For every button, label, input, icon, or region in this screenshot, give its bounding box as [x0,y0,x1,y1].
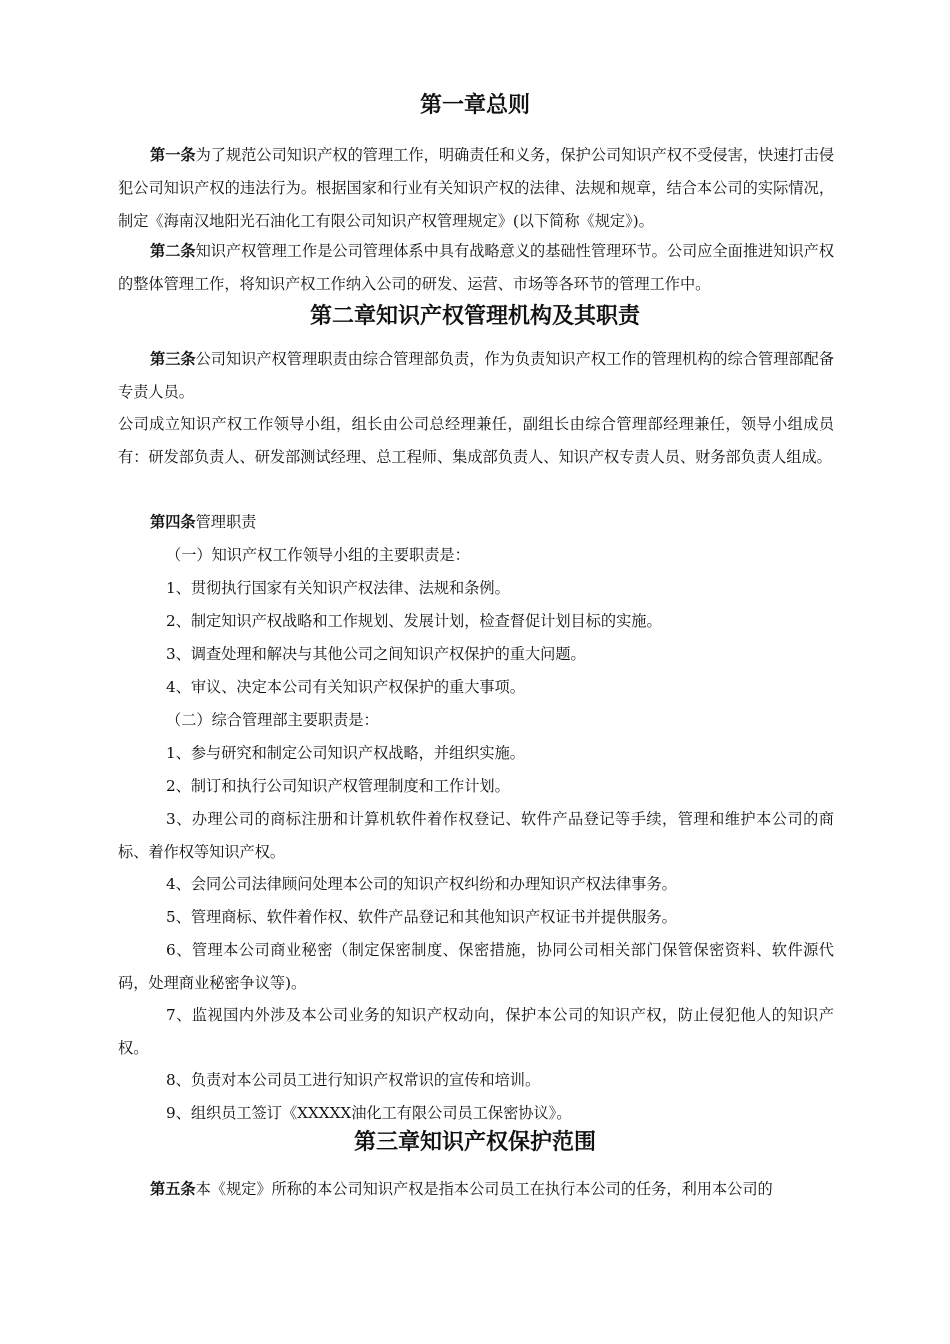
group-2-item: 5、管理商标、软件着作权、软件产品登记和其他知识产权证书并提供服务。 [166,908,677,926]
article-1 [118,139,834,238]
group-1-title: （一）知识产权工作领导小组的主要职责是： [166,546,470,564]
group-1-item: 3、调查处理和解决与其他公司之间知识产权保护的重大问题。 [166,645,586,663]
chapter-3-title: 第三章知识产权保护范围 [353,1130,596,1155]
article-2-label: 第二条 [150,242,196,260]
article-3-label: 第三条 [150,350,196,368]
article-4-text: 管理职责 [195,513,257,531]
group-2-item: 3、办理公司的商标注册和计算机软件着作权登记、软件产品登记等手续，管理和维护本公司的商标、着作权等知识产权。 [118,810,834,861]
article-3-continuation: 公司成立知识产权工作领导小组，组长由公司总经理兼任，副组长由综合管理部经理兼任，领导小组成员有：研发部负责人、研发部测试经理、总工程师、集成部负责人、知识产权专责人员、财务部负责人组成。 [118,415,834,466]
chapter-1-title: 第一章总则 [419,93,530,118]
group-2-title: （二）综合管理部主要职责是： [166,711,379,729]
article-1-label: 第一条 [150,146,196,164]
article-5-label: 第五条 [150,1180,196,1198]
article-4 [118,506,834,539]
article-3-text: 公司知识产权管理职责由综合管理部负责，作为负责知识产权工作的管理机构的综合管理部配备专责人员。 [118,350,835,401]
article-5-text: 本《规定》所称的本公司知识产权是指本公司员工在执行本公司的任务，利用本公司的 [195,1180,773,1198]
group-1-item: 4、审议、决定本公司有关知识产权保护的重大事项。 [166,678,525,696]
group-1-item: 1、贯彻执行国家有关知识产权法律、法规和条例。 [166,579,510,597]
article-2-text: 知识产权管理工作是公司管理体系中具有战略意义的基础性管理环节。公司应全面推进知识产权的整体管理工作，将知识产权工作纳入公司的研发、运营、市场等各环节的管理工作中。 [118,242,835,293]
group-2-item: 4、会同公司法律顾问处理本公司的知识产权纠纷和办理知识产权法律事务。 [166,875,677,893]
article-5 [118,1173,834,1206]
group-2-item: 9、组织员工签订《XXXXX油化工有限公司员工保密协议》。 [166,1104,572,1122]
group-2-item: 2、制订和执行公司知识产权管理制度和工作计划。 [166,777,510,795]
group-1-item: 2、制定知识产权战略和工作规划、发展计划，检查督促计划目标的实施。 [166,612,662,630]
article-2 [118,235,834,301]
group-2-item: 1、参与研究和制定公司知识产权战略，并组织实施。 [166,744,525,762]
article-4-label: 第四条 [150,513,196,531]
group-2-item: 8、负责对本公司员工进行知识产权常识的宣传和培训。 [166,1071,541,1089]
article-1-text: 为了规范公司知识产权的管理工作，明确责任和义务，保护公司知识产权不受侵害，快速打击侵犯公司知识产权的违法行为。根据国家和行业有关知识产权的法律、法规和规章，结合本公司的实际情况，制定《海南汉地阳光石油化工有限公司知识产权管理规定》(以下简称《规定》)。 [118,146,835,230]
article-3 [118,343,834,409]
chapter-2-title: 第二章知识产权管理机构及其职责 [309,304,640,329]
group-2-item: 6、管理本公司商业秘密（制定保密制度、保密措施，协同公司相关部门保管保密资料、软件源代码，处理商业秘密争议等)。 [118,941,834,992]
group-2-item: 7、监视国内外涉及本公司业务的知识产权动向，保护本公司的知识产权，防止侵犯他人的知识产权。 [118,1006,834,1057]
